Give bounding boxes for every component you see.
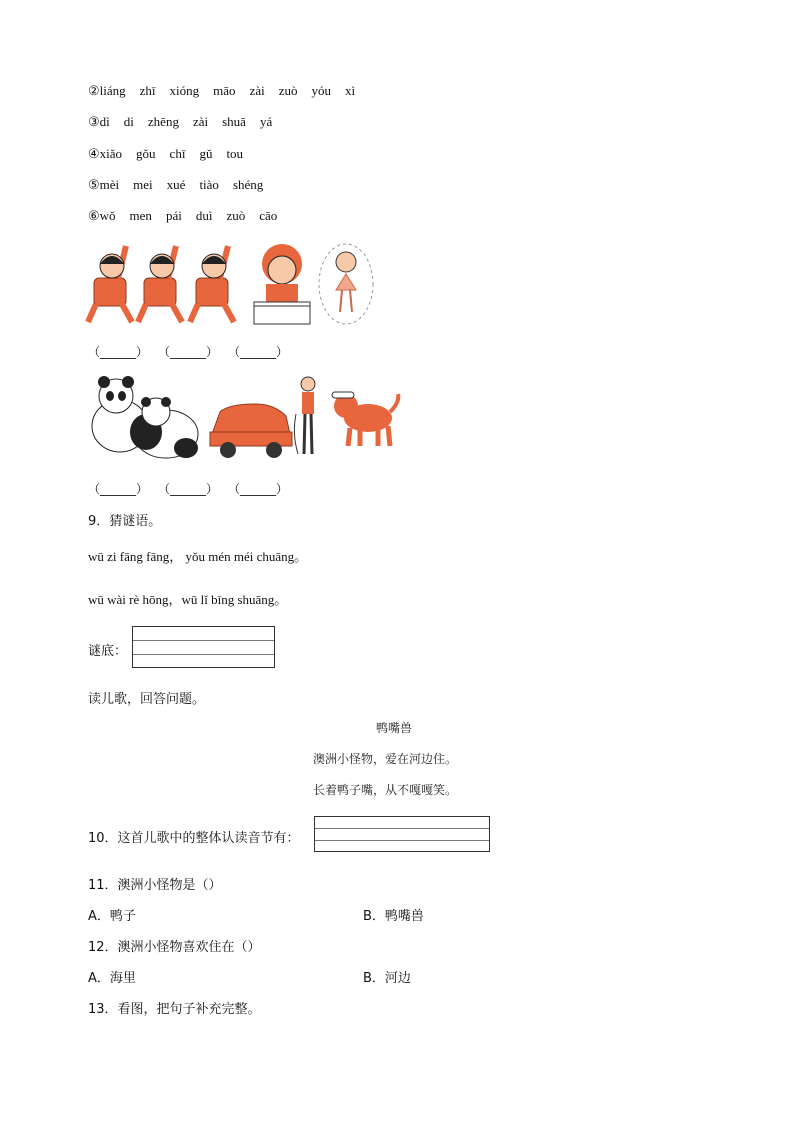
pinyin-word: zài bbox=[249, 83, 265, 98]
pinyin-word: māo bbox=[213, 83, 236, 98]
answer-blank[interactable]: （______） bbox=[158, 482, 219, 496]
pinyin-word: yá bbox=[259, 114, 273, 129]
pinyin-line-5 bbox=[88, 177, 277, 193]
pinyin-word: gǒu bbox=[136, 146, 156, 161]
answer-blanks-row-1 bbox=[88, 343, 298, 360]
pinyin-word: zuò bbox=[278, 83, 298, 98]
pinyin-word: pái bbox=[165, 208, 182, 223]
line-number: ⑥ bbox=[88, 208, 100, 223]
pinyin-line-6 bbox=[88, 208, 291, 224]
answer-blank[interactable]: （______） bbox=[228, 345, 289, 359]
reading-intro: 读儿歌，回答问题。 bbox=[88, 692, 206, 707]
poem-title: 鸭嘴兽 bbox=[376, 721, 413, 735]
boy-brushing-teeth-picture bbox=[252, 240, 314, 326]
line-number: ⑤ bbox=[88, 177, 100, 192]
pinyin-word: xì bbox=[345, 83, 356, 98]
question-10-label: 10．这首儿歌中的整体认读音节有： bbox=[88, 831, 300, 846]
question-10-answer-box[interactable] bbox=[314, 816, 490, 852]
pinyin-word: shéng bbox=[232, 177, 264, 192]
pinyin-word: liáng bbox=[99, 83, 126, 98]
question-9-title: 9．猜谜语。 bbox=[88, 514, 162, 529]
question-11-label: 11．澳洲小怪物是（） bbox=[88, 878, 222, 893]
pinyin-word: xióng bbox=[169, 83, 200, 98]
pinyin-line-3 bbox=[88, 114, 286, 130]
pinyin-word: men bbox=[129, 208, 152, 223]
line-number: ④ bbox=[88, 146, 100, 161]
question-12-option-a[interactable]: A．海里 bbox=[88, 971, 136, 986]
question-12-label: 12．澳洲小怪物喜欢住在（） bbox=[88, 940, 261, 955]
pinyin-word: shuā bbox=[222, 114, 246, 129]
poem-line-2: 长着鸭子嘴，从不嘎嘎笑。 bbox=[313, 783, 458, 797]
line-number: ③ bbox=[88, 114, 100, 129]
riddle-answer-box[interactable] bbox=[132, 626, 275, 668]
answer-blank[interactable]: （______） bbox=[158, 345, 219, 359]
boy-pumping-car-tire-picture bbox=[210, 374, 326, 462]
pinyin-word: tou bbox=[226, 146, 244, 161]
poem-line-1: 澳洲小怪物，爱在河边住。 bbox=[313, 752, 458, 766]
pinyin-word: chī bbox=[169, 146, 186, 161]
question-11-option-a[interactable]: A．鸭子 bbox=[88, 909, 136, 924]
pinyin-word: cāo bbox=[259, 208, 278, 223]
answer-blank[interactable]: （______） bbox=[228, 482, 289, 496]
pinyin-line-4 bbox=[88, 146, 257, 162]
riddle-line-2: wū wài rè hōng，wū lǐ bīng shuāng。 bbox=[88, 592, 288, 607]
pinyin-word: xiǎo bbox=[99, 146, 123, 161]
pinyin-word: zhēng bbox=[147, 114, 179, 129]
line-number: ② bbox=[88, 83, 100, 98]
answer-blank[interactable]: （______） bbox=[88, 345, 149, 359]
pandas-playing-picture bbox=[90, 374, 204, 462]
pinyin-line-2 bbox=[88, 83, 369, 99]
pinyin-word: di bbox=[123, 114, 134, 129]
pinyin-word: yóu bbox=[311, 83, 331, 98]
pinyin-word: mei bbox=[133, 177, 153, 192]
pinyin-word: gǔ bbox=[199, 146, 213, 161]
answer-blank[interactable]: （______） bbox=[88, 482, 149, 496]
question-11-option-b[interactable]: B．鸭嘴兽 bbox=[363, 909, 424, 924]
pinyin-word: zhī bbox=[139, 83, 156, 98]
answer-blanks-row-2 bbox=[88, 480, 298, 497]
riddle-line-1: wū zi fāng fāng， yǒu mén méi chuāng。 bbox=[88, 549, 308, 564]
pinyin-word: duì bbox=[195, 208, 213, 223]
exercising-children-picture bbox=[88, 238, 248, 328]
pinyin-word: dì bbox=[99, 114, 110, 129]
pinyin-word: xué bbox=[166, 177, 186, 192]
riddle-answer-label: 谜底： bbox=[88, 644, 128, 659]
pinyin-word: tiào bbox=[199, 177, 219, 192]
pinyin-word: zài bbox=[192, 114, 209, 129]
dog-eating-bone-picture bbox=[330, 384, 402, 450]
girl-jumping-rope-picture bbox=[316, 240, 378, 326]
question-13-label: 13．看图，把句子补充完整。 bbox=[88, 1002, 261, 1017]
question-12-option-b[interactable]: B．河边 bbox=[363, 971, 411, 986]
pinyin-word: wǒ bbox=[99, 208, 116, 223]
pinyin-word: zuò bbox=[226, 208, 246, 223]
pinyin-word: mèi bbox=[99, 177, 120, 192]
